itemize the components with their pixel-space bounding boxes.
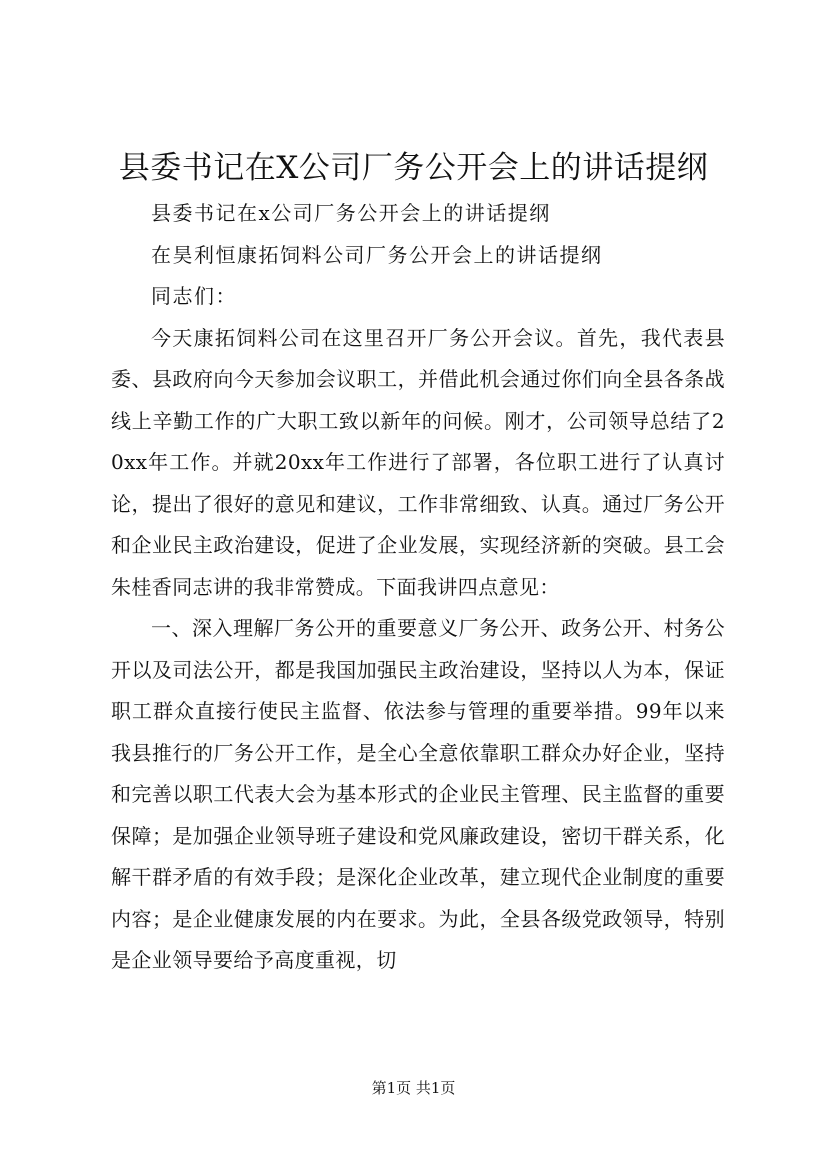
paragraph-subtitle-alt: 在昊利恒康拓饲料公司厂务公开会上的讲话提纲: [151, 242, 603, 267]
document-title: 县委书记在X公司厂务公开会上的讲话提纲: [118, 150, 709, 186]
page-number-footer: 第1页 共1页: [371, 1079, 456, 1097]
paragraph-intro: 今天康拓饲料公司在这里召开厂务公开会议。首先，我代表县委、县政府向今天参加会议职工，并借此机会通过你们向全县各条战线上辛勤工作的广大职工致以新年的问候。刚才，公司领导总结了20xx年工作。并就20xx年工作进行了部署，各位职工进行了认真讨论，提出了很好的意见和建议，工作非常细致、认真。通过厂务公开和企业民主政治建设，促进了企业发展，实现经济新的突破。县工会朱桂香同志讲的我非常赞成。下面我讲四点意见：: [111, 325, 725, 599]
paragraph-subtitle: 县委书记在x公司厂务公开会上的讲话提纲: [151, 201, 551, 225]
paragraph-salutation: 同志们：: [151, 284, 237, 308]
document-body: [111, 193, 725, 982]
paragraph-point-one: 一、深入理解厂务公开的重要意义厂务公开、政务公开、村务公开以及司法公开，都是我国加强民主政治建设，坚持以人为本，保证职工群众直接行使民主监督、依法参与管理的重要举措。99年以来我县推行的厂务公开工作，是全心全意依靠职工群众办好企业，坚持和完善以职工代表大会为基本形式的企业民主管理、民主监督的重要保障；是加强企业领导班子建设和党风廉政建设，密切干群关系，化解干群矛盾的有效手段；是深化企业改革，建立现代企业制度的重要内容；是企业健康发展的内在要求。为此，全县各级党政领导，特别是企业领导要给予高度重视，切: [111, 616, 725, 972]
